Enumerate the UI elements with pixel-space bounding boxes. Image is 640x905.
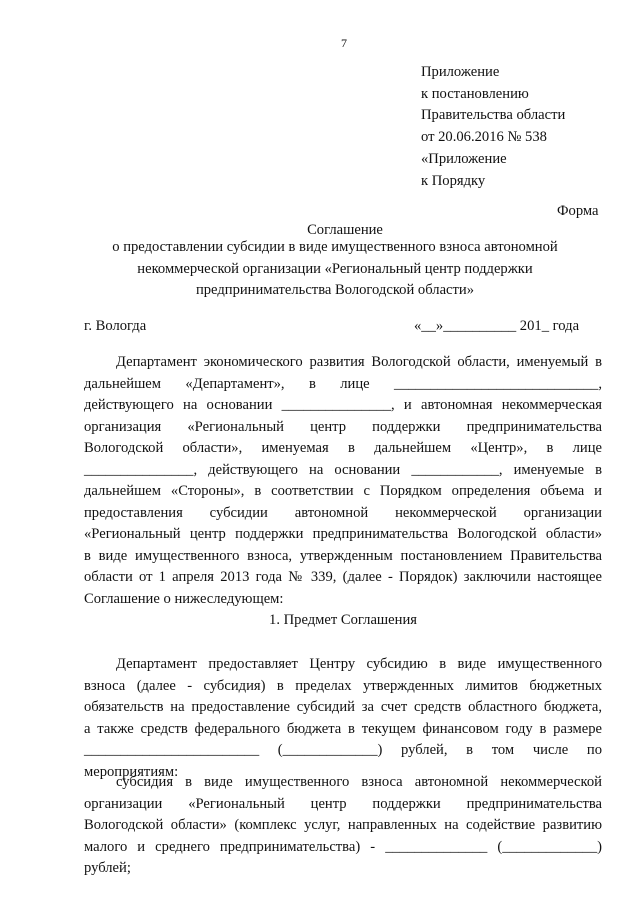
section-1-item-line: Вологодской области» (комплекс услуг, направленных на содействие развитию bbox=[84, 817, 602, 833]
section-1-line: а также средств федерального бюджета в текущем финансовом году в размере bbox=[84, 720, 602, 737]
section-1-item-line: субсидия в виде имущественного взноса автономной некоммерческой bbox=[116, 774, 602, 790]
appendix-line: Правительства области bbox=[421, 107, 566, 123]
section-1-item-line: организации «Региональный центр поддержки предпринимательства bbox=[84, 795, 602, 812]
preamble-line: дальнейшем «Стороны», в соответствии с Порядком определения объема и bbox=[84, 483, 602, 499]
agreement-title: Соглашение bbox=[307, 222, 383, 238]
appendix-line: «Приложение bbox=[421, 151, 507, 167]
section-1-line: ________________________ (_____________) рублей, в том числе по bbox=[84, 742, 602, 758]
appendix-line: к Порядку bbox=[421, 172, 486, 189]
preamble-line: предоставления субсидии автономной некоммерческой организации bbox=[84, 504, 602, 521]
preamble-line: «Региональный центр поддержки предпринимательства Вологодской области» bbox=[84, 526, 602, 542]
appendix-line: от 20.06.2016 № 538 bbox=[421, 128, 547, 145]
section-1-title: 1. Предмет Соглашения bbox=[269, 612, 417, 628]
page-number: 7 bbox=[341, 36, 347, 50]
preamble-line: Вологодской области», именуемая в дальнейшем «Центр», в лице bbox=[84, 440, 602, 456]
section-1-item-line: рублей; bbox=[84, 860, 131, 876]
subtitle-line: предпринимательства Вологодской области» bbox=[195, 282, 475, 298]
form-label: Форма bbox=[557, 203, 599, 219]
preamble-line: организация «Региональный центр поддержки предпринимательства bbox=[84, 418, 602, 435]
section-1-item-line: малого и среднего предпринимательства) - ______________ (_____________) bbox=[84, 838, 602, 855]
preamble-line: Департамент экономического развития Вологодской области, именуемый в bbox=[116, 354, 602, 370]
appendix-block-2 bbox=[421, 149, 507, 192]
subtitle-line: о предоставлении субсидии в виде имущественного взноса автономной bbox=[112, 239, 558, 255]
section-1-line: обязательств на предоставление субсидий за счет средств областного бюджета, bbox=[84, 699, 602, 715]
appendix-line: к постановлению bbox=[421, 85, 529, 102]
section-1-line: Департамент предоставляет Центру субсидию в виде имущественного bbox=[116, 656, 602, 672]
preamble-paragraph bbox=[84, 352, 602, 610]
preamble-line: Соглашение о нижеследующем: bbox=[84, 590, 284, 607]
subtitle-line: некоммерческой организации «Региональный центр поддержки bbox=[137, 260, 533, 277]
preamble-line: дальнейшем «Департамент», в лице ____________________________, bbox=[84, 375, 602, 392]
section-1-line: мероприятиям: bbox=[84, 763, 179, 780]
section-1-paragraph bbox=[84, 654, 602, 783]
agreement-date: «__»__________ 201_ года bbox=[414, 318, 580, 334]
appendix-line: Приложение bbox=[421, 64, 500, 80]
section-1-item bbox=[84, 772, 602, 880]
city: г. Вологда bbox=[84, 318, 147, 334]
preamble-line: в виде имущественного взноса, утвержденным постановлением Правительства bbox=[84, 547, 602, 564]
appendix-block bbox=[421, 62, 565, 148]
preamble-line: действующего на основании _______________, и автономная некоммерческая bbox=[84, 397, 602, 413]
section-1-line: взноса (далее - субсидия) в пределах утвержденных лимитов бюджетных bbox=[84, 677, 602, 694]
preamble-line: области от 1 апреля 2013 года № 339, (далее - Порядок) заключили настоящее bbox=[84, 569, 602, 585]
agreement-subtitle bbox=[60, 237, 610, 302]
preamble-line: _______________, действующего на основании ____________, именуемые в bbox=[84, 461, 602, 478]
